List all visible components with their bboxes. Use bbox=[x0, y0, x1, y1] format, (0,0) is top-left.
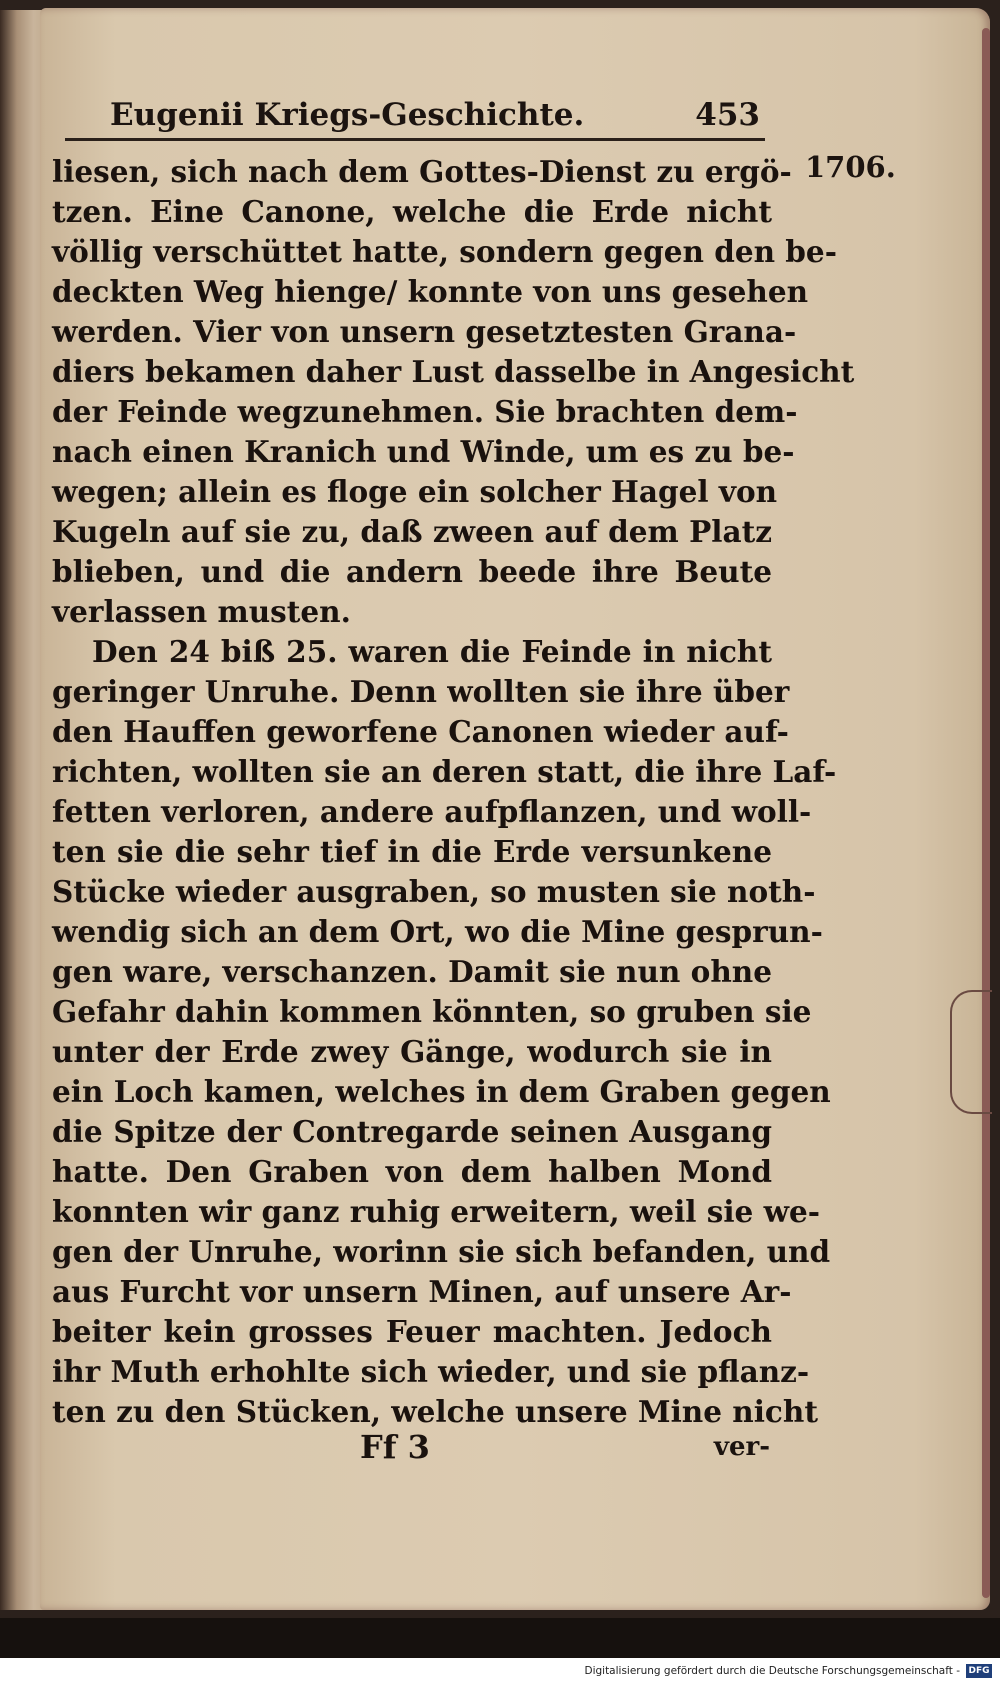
text-line: richten, wollten sie an deren statt, die ihre Laf- bbox=[52, 754, 837, 789]
text-line: Den 24 biß 25. waren die Feinde in nicht bbox=[92, 634, 772, 669]
page-foot bbox=[360, 1428, 770, 1472]
footer-bar bbox=[0, 1658, 1000, 1683]
page-number: 453 bbox=[695, 97, 760, 133]
text-line: fetten verloren, andere aufpflanzen, und woll- bbox=[52, 794, 812, 829]
text-line: den Hauffen geworfene Canonen wieder auf- bbox=[52, 714, 789, 749]
text-line: die Spitze der Contregarde seinen Ausgang bbox=[52, 1114, 772, 1149]
page-edge bbox=[982, 28, 990, 1598]
text-line: liesen, sich nach dem Gottes-Dienst zu ergö- bbox=[52, 154, 792, 189]
text-line: beiter kein grosses Feuer machten. Jedoch bbox=[52, 1314, 772, 1349]
text-line: Kugeln auf sie zu, daß zween auf dem Platz bbox=[52, 514, 772, 549]
header-rule bbox=[65, 138, 765, 141]
signature-mark: Ff 3 bbox=[360, 1428, 430, 1466]
dfg-logo: DFG bbox=[966, 1664, 992, 1678]
text-line: unter der Erde zwey Gänge, wodurch sie in bbox=[52, 1034, 772, 1069]
text-line: deckten Weg hienge/ konnte von uns gesehen bbox=[52, 274, 809, 309]
text-line: Gefahr dahin kommen könnten, so gruben sie bbox=[52, 994, 812, 1029]
text-line: blieben, und die andern beede ihre Beute bbox=[52, 554, 772, 589]
text-line: konnten wir ganz ruhig erweitern, weil sie we- bbox=[52, 1194, 821, 1229]
text-line: werden. Vier von unsern gesetztesten Grana- bbox=[52, 314, 797, 349]
text-line: gen ware, verschanzen. Damit sie nun ohne bbox=[52, 954, 772, 989]
book-clasp bbox=[950, 990, 992, 1114]
text-line: verlassen musten. bbox=[52, 594, 351, 629]
running-header bbox=[110, 85, 760, 133]
text-line: wendig sich an dem Ort, wo die Mine gesprun- bbox=[52, 914, 823, 949]
text-line: ten sie die sehr tief in die Erde versunkene bbox=[52, 834, 772, 869]
text-line: gen der Unruhe, worinn sie sich befanden, und bbox=[52, 1234, 831, 1269]
text-line: völlig verschüttet hatte, sondern gegen den be- bbox=[52, 234, 837, 269]
text-line: Stücke wieder ausgraben, so musten sie noth- bbox=[52, 874, 816, 909]
text-line: geringer Unruhe. Denn wollten sie ihre über bbox=[52, 674, 790, 709]
facing-page-text-fragment bbox=[6, 160, 44, 1560]
margin-year: 1706. bbox=[805, 150, 896, 184]
text-line: wegen; allein es floge ein solcher Hagel von bbox=[52, 474, 778, 509]
text-line: ihr Muth erhohlte sich wieder, und sie pflanz- bbox=[52, 1354, 810, 1389]
text-line: ten zu den Stücken, welche unsere Mine nicht bbox=[52, 1394, 818, 1429]
text-line: der Feinde wegzunehmen. Sie brachten dem- bbox=[52, 394, 798, 429]
funding-credit: Digitalisierung gefördert durch die Deutsche Forschungsgemeinschaft - bbox=[584, 1664, 960, 1677]
text-line: ein Loch kamen, welches in dem Graben gegen bbox=[52, 1074, 831, 1109]
scan-bottom-edge bbox=[0, 1618, 1000, 1658]
text-line: tzen. Eine Canone, welche die Erde nicht bbox=[52, 194, 772, 229]
text-line: aus Furcht vor unsern Minen, auf unsere Ar- bbox=[52, 1274, 792, 1309]
text-line: nach einen Kranich und Winde, um es zu be- bbox=[52, 434, 795, 469]
catchword: ver- bbox=[713, 1432, 770, 1462]
running-head-title: Eugenii Kriegs-Geschichte. bbox=[110, 97, 585, 133]
text-line: hatte. Den Graben von dem halben Mond bbox=[52, 1154, 772, 1189]
text-line: diers bekamen daher Lust dasselbe in Angesicht bbox=[52, 354, 855, 389]
